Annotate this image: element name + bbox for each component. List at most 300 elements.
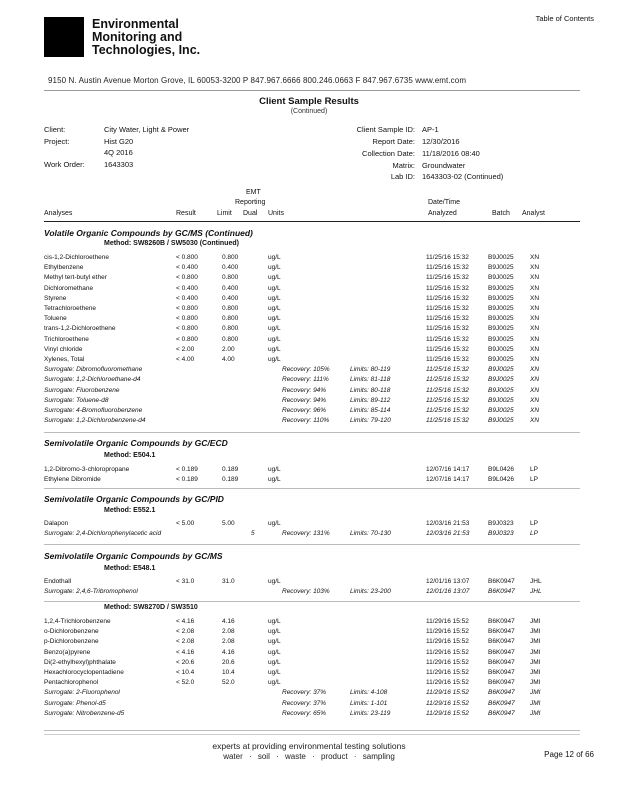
cell-recovery: Recovery: 94% bbox=[282, 396, 327, 404]
surrogate-row bbox=[44, 530, 580, 540]
cell-batch: B9J0025 bbox=[488, 264, 514, 272]
cell-limit: 4.16 bbox=[222, 618, 235, 625]
cell-analyte: Vinyl chloride bbox=[44, 345, 83, 353]
cell-analyst: JMI bbox=[530, 648, 541, 656]
cell-limit: 0.400 bbox=[222, 264, 239, 272]
surrogate-row bbox=[44, 376, 580, 386]
cell-analyte: o-Dichlorobenzene bbox=[44, 628, 99, 636]
cell-analyzed-date: 11/29/16 15:52 bbox=[426, 669, 469, 676]
cell-analyzed-date: 11/25/16 15:32 bbox=[426, 417, 469, 425]
cell-units: ug/L bbox=[268, 669, 281, 676]
cell-analyzed-date: 11/25/16 15:32 bbox=[426, 356, 469, 363]
cell-dual: 5 bbox=[251, 530, 255, 538]
cell-batch: B9L0426 bbox=[488, 476, 515, 484]
col-units: Units bbox=[268, 210, 284, 217]
cell-analyst: LP bbox=[530, 466, 538, 473]
table-row bbox=[44, 285, 580, 295]
col-emt: EMT bbox=[246, 189, 261, 196]
cell-limits: Limits: 79-120 bbox=[350, 417, 391, 425]
cell-analyzed-date: 11/29/16 15:52 bbox=[426, 689, 469, 697]
cell-analyzed-date: 11/25/16 15:32 bbox=[426, 294, 469, 302]
cell-analyst: JMI bbox=[530, 709, 541, 717]
page-number: Page 12 of 66 bbox=[544, 750, 594, 759]
cell-recovery: Recovery: 105% bbox=[282, 366, 330, 374]
workorder-label: Work Order: bbox=[44, 160, 85, 169]
cell-analyst: JHL bbox=[530, 578, 542, 585]
cell-result: < 52.0 bbox=[176, 679, 195, 687]
cell-limit: 0.400 bbox=[222, 294, 239, 302]
cell-batch: B6K0947 bbox=[488, 669, 515, 676]
cell-analyte: Ethylbenzene bbox=[44, 264, 84, 272]
cell-analyzed-date: 11/29/16 15:52 bbox=[426, 658, 469, 666]
cell-analyzed-date: 11/25/16 15:32 bbox=[426, 325, 469, 333]
cell-batch: B9J0025 bbox=[488, 396, 514, 404]
workorder-value: 1643303 bbox=[104, 160, 134, 169]
cell-units: ug/L bbox=[268, 658, 281, 666]
table-row bbox=[44, 254, 580, 264]
cell-analyst: JMI bbox=[530, 699, 541, 707]
cell-analyte: Trichloroethene bbox=[44, 335, 89, 343]
cell-batch: B9J0025 bbox=[488, 417, 514, 425]
cell-limit: 5.00 bbox=[222, 520, 235, 527]
cell-analyte: Styrene bbox=[44, 294, 67, 302]
section-divider bbox=[44, 488, 580, 489]
table-row bbox=[44, 295, 580, 305]
matrix-value: Groundwater bbox=[422, 161, 466, 170]
cell-recovery: Recovery: 131% bbox=[282, 530, 330, 538]
cell-units: ug/L bbox=[268, 315, 281, 323]
cell-batch: B6K0947 bbox=[488, 618, 515, 625]
cell-analyst: XN bbox=[530, 345, 540, 353]
section-divider bbox=[44, 432, 580, 433]
section-title: Semivolatile Organic Compounds by GC/PID bbox=[44, 494, 224, 504]
table-row bbox=[44, 628, 580, 638]
cell-limit: 0.800 bbox=[222, 305, 239, 312]
cell-analyst: XN bbox=[530, 305, 540, 312]
cell-units: ug/L bbox=[268, 294, 281, 302]
cell-recovery: Recovery: 37% bbox=[282, 689, 327, 697]
cell-analyte: Surrogate: 2-Fluorophenol bbox=[44, 689, 120, 697]
cell-result: < 10.4 bbox=[176, 669, 195, 676]
cell-analyst: XN bbox=[530, 284, 540, 292]
cell-recovery: Recovery: 111% bbox=[282, 376, 329, 384]
cell-result: < 5.00 bbox=[176, 520, 195, 527]
cell-analyte: Tetrachloroethene bbox=[44, 305, 97, 312]
cell-limits: Limits: 1-101 bbox=[350, 699, 388, 707]
sample-id-label: Client Sample ID: bbox=[356, 125, 415, 134]
section-divider bbox=[44, 544, 580, 545]
cell-limit: 0.400 bbox=[222, 284, 239, 292]
table-row bbox=[44, 305, 580, 315]
cell-analyte: Hexachlorocyclopentadiene bbox=[44, 669, 124, 676]
cell-analyzed-date: 12/07/16 14:17 bbox=[426, 476, 470, 484]
cell-units: ug/L bbox=[268, 305, 281, 312]
surrogate-row bbox=[44, 387, 580, 397]
cell-analyzed-date: 11/29/16 15:52 bbox=[426, 638, 469, 646]
table-row bbox=[44, 578, 580, 588]
cell-analyzed-date: 11/25/16 15:32 bbox=[426, 274, 469, 282]
cell-result: < 2.08 bbox=[176, 628, 195, 636]
cell-batch: B9J0025 bbox=[488, 386, 514, 394]
cell-analyzed-date: 11/29/16 15:52 bbox=[426, 699, 469, 707]
cell-limits: Limits: 80-119 bbox=[350, 366, 391, 374]
cell-analyzed-date: 11/25/16 15:32 bbox=[426, 345, 469, 353]
cell-result: < 0.800 bbox=[176, 325, 198, 333]
cell-batch: B6K0947 bbox=[488, 689, 515, 697]
cell-analyte: Endothall bbox=[44, 578, 72, 585]
cell-analyst: XN bbox=[530, 366, 540, 374]
cell-batch: B9J0025 bbox=[488, 305, 514, 312]
cell-analyst: LP bbox=[530, 520, 538, 527]
cell-analyte: trans-1,2-Dichloroethene bbox=[44, 325, 116, 333]
cell-analyst: XN bbox=[530, 386, 540, 394]
cell-limit: 0.800 bbox=[222, 335, 239, 343]
cell-analyzed-date: 11/25/16 15:32 bbox=[426, 335, 469, 343]
cell-analyte: Toluene bbox=[44, 315, 67, 323]
cell-batch: B9J0025 bbox=[488, 335, 514, 343]
cell-units: ug/L bbox=[268, 345, 281, 353]
method-label: Method: E504.1 bbox=[104, 452, 156, 459]
header-divider bbox=[44, 90, 580, 91]
cell-result: < 2.00 bbox=[176, 345, 195, 353]
cell-limit: 0.800 bbox=[222, 254, 239, 261]
cell-analyzed-date: 11/25/16 15:32 bbox=[426, 386, 469, 394]
cell-analyte: Surrogate: Fluorobenzene bbox=[44, 386, 120, 394]
cell-analyst: XN bbox=[530, 254, 540, 261]
cell-limit: 0.189 bbox=[222, 466, 239, 473]
cell-batch: B9J0025 bbox=[488, 366, 514, 374]
cell-batch: B9J0025 bbox=[488, 274, 514, 282]
cell-analyst: JMI bbox=[530, 689, 541, 697]
cell-result: < 0.800 bbox=[176, 305, 198, 312]
col-datetime: Date/Time bbox=[428, 199, 461, 206]
table-row bbox=[44, 649, 580, 659]
cell-analyte: Xylenes, Total bbox=[44, 356, 85, 363]
cell-analyst: XN bbox=[530, 356, 540, 363]
cell-units: ug/L bbox=[268, 679, 281, 687]
project-value: Hist G20 bbox=[104, 137, 134, 146]
table-row bbox=[44, 638, 580, 648]
cell-result: < 0.400 bbox=[176, 264, 198, 272]
cell-analyte: Di(2-ethylhexyl)phthalate bbox=[44, 658, 116, 666]
cell-units: ug/L bbox=[268, 618, 281, 625]
cell-analyzed-date: 11/29/16 15:52 bbox=[426, 618, 469, 625]
cell-batch: B6K0947 bbox=[488, 658, 515, 666]
cell-units: ug/L bbox=[268, 628, 281, 636]
report-date-label: Report Date: bbox=[372, 137, 415, 146]
cell-batch: B9J0025 bbox=[488, 294, 514, 302]
table-row bbox=[44, 618, 580, 628]
cell-analyzed-date: 11/29/16 15:52 bbox=[426, 648, 469, 656]
table-header-rule bbox=[44, 221, 580, 222]
matrix-label: Matrix: bbox=[392, 161, 415, 170]
cell-recovery: Recovery: 37% bbox=[282, 699, 327, 707]
cell-recovery: Recovery: 94% bbox=[282, 386, 327, 394]
cell-analyte: Surrogate: Dibromofluoromethane bbox=[44, 366, 143, 374]
cell-units: ug/L bbox=[268, 274, 281, 282]
cell-analyte: Surrogate: Phenol-d5 bbox=[44, 699, 106, 707]
cell-result: < 4.00 bbox=[176, 356, 195, 363]
cell-analyst: XN bbox=[530, 417, 540, 425]
cell-result: < 2.08 bbox=[176, 638, 195, 646]
project-label: Project: bbox=[44, 137, 70, 146]
cell-analyte: Methyl tert-butyl ether bbox=[44, 274, 107, 282]
table-row bbox=[44, 669, 580, 679]
surrogate-row bbox=[44, 700, 580, 710]
table-row bbox=[44, 476, 580, 486]
collection-date-value: 11/18/2016 08:40 bbox=[422, 149, 480, 158]
cell-limit: 2.00 bbox=[222, 345, 235, 353]
cell-units: ug/L bbox=[268, 356, 281, 363]
cell-batch: B9J0025 bbox=[488, 284, 514, 292]
cell-recovery: Recovery: 103% bbox=[282, 588, 330, 596]
cell-limit: 31.0 bbox=[222, 578, 235, 585]
cell-batch: B6K0947 bbox=[488, 648, 515, 656]
table-row bbox=[44, 315, 580, 325]
table-row bbox=[44, 336, 580, 346]
cell-analyte: Dichloromethane bbox=[44, 284, 94, 292]
cell-analyst: XN bbox=[530, 294, 540, 302]
cell-limits: Limits: 81-118 bbox=[350, 376, 391, 384]
cell-result: < 0.800 bbox=[176, 335, 198, 343]
lab-id-label: Lab ID: bbox=[390, 172, 415, 181]
cell-units: ug/L bbox=[268, 335, 281, 343]
cell-units: ug/L bbox=[268, 284, 281, 292]
cell-analyzed-date: 11/25/16 15:32 bbox=[426, 284, 469, 292]
cell-limit: 10.4 bbox=[222, 669, 235, 676]
cell-units: ug/L bbox=[268, 638, 281, 646]
method-label: Method: E548.1 bbox=[104, 565, 156, 572]
cell-analyst: LP bbox=[530, 476, 538, 484]
cell-batch: B9J0323 bbox=[488, 530, 514, 538]
cell-analyzed-date: 11/25/16 15:32 bbox=[426, 407, 469, 414]
col-dual: Dual bbox=[243, 210, 258, 217]
company-address: 9150 N. Austin Avenue Morton Grove, IL 60053-3200 P 847.967.6666 800.246.0663 F 847.967.6735 www.emt.com bbox=[48, 76, 467, 85]
table-row bbox=[44, 466, 580, 476]
cell-analyte: 1,2,4-Trichlorobenzene bbox=[44, 618, 111, 625]
cell-batch: B9J0025 bbox=[488, 356, 514, 363]
cell-analyte: Dalapon bbox=[44, 520, 69, 527]
cell-result: < 0.189 bbox=[176, 466, 198, 473]
cell-analyzed-date: 11/25/16 15:32 bbox=[426, 254, 469, 261]
cell-analyte: 1,2-Dibromo-3-chloropropane bbox=[44, 466, 130, 473]
sample-id-value: AP-1 bbox=[422, 125, 439, 134]
company-name bbox=[92, 18, 200, 57]
company-name-line2: Monitoring and bbox=[92, 30, 183, 44]
cell-analyst: LP bbox=[530, 530, 538, 538]
cell-units: ug/L bbox=[268, 648, 281, 656]
surrogate-row bbox=[44, 397, 580, 407]
cell-batch: B9J0323 bbox=[488, 520, 514, 527]
cell-analyzed-date: 11/25/16 15:32 bbox=[426, 396, 469, 404]
cell-analyzed-date: 12/03/16 21:53 bbox=[426, 520, 470, 527]
cell-analyte: Surrogate: Nitrobenzene-d5 bbox=[44, 709, 125, 717]
cell-limit: 4.16 bbox=[222, 648, 235, 656]
cell-analyzed-date: 12/07/16 14:17 bbox=[426, 466, 470, 473]
cell-analyst: XN bbox=[530, 376, 540, 384]
cell-batch: B6K0947 bbox=[488, 679, 515, 687]
cell-limits: Limits: 89-112 bbox=[350, 396, 391, 404]
cell-analyte: Surrogate: Toluene-d8 bbox=[44, 396, 109, 404]
client-value: City Water, Light & Power bbox=[104, 125, 190, 134]
footer-tagline: experts at providing environmental testing solutions bbox=[212, 741, 406, 751]
cell-analyte: Surrogate: 1,2-Dichloroethane-d4 bbox=[44, 376, 141, 384]
cell-analyst: JMI bbox=[530, 638, 541, 646]
table-row bbox=[44, 264, 580, 274]
cell-analyzed-date: 11/25/16 15:32 bbox=[426, 264, 469, 272]
cell-recovery: Recovery: 110% bbox=[282, 417, 330, 425]
section-divider bbox=[44, 601, 580, 602]
surrogate-row bbox=[44, 407, 580, 417]
report-date-value: 12/30/2016 bbox=[422, 137, 460, 146]
collection-date-label: Collection Date: bbox=[362, 149, 415, 158]
cell-batch: B9L0426 bbox=[488, 466, 515, 473]
cell-analyst: XN bbox=[530, 325, 540, 333]
method-label: Method: E552.1 bbox=[104, 507, 156, 514]
cell-limit: 2.08 bbox=[222, 628, 235, 636]
cell-units: ug/L bbox=[268, 578, 281, 585]
surrogate-row bbox=[44, 689, 580, 699]
cell-batch: B6K0947 bbox=[488, 699, 515, 707]
cell-analyzed-date: 12/01/16 13:07 bbox=[426, 588, 470, 596]
cell-recovery: Recovery: 96% bbox=[282, 407, 327, 414]
table-row bbox=[44, 659, 580, 669]
cell-analyte: Surrogate: 1,2-Dichlorobenzene-d4 bbox=[44, 417, 146, 425]
cell-analyte: cis-1,2-Dichloroethene bbox=[44, 254, 110, 261]
cell-limit: 0.800 bbox=[222, 325, 239, 333]
section-title: Semivolatile Organic Compounds by GC/MS bbox=[44, 551, 223, 561]
cell-limits: Limits: 80-118 bbox=[350, 386, 391, 394]
footer-divider bbox=[44, 734, 580, 735]
table-row bbox=[44, 356, 580, 366]
lab-id-value: 1643303-02 (Continued) bbox=[422, 172, 504, 181]
surrogate-row bbox=[44, 417, 580, 427]
cell-analyzed-date: 11/25/16 15:32 bbox=[426, 376, 469, 384]
col-limit: Limit bbox=[217, 210, 232, 217]
cell-batch: B6K0947 bbox=[488, 578, 515, 585]
company-name-line1: Environmental bbox=[92, 17, 179, 31]
client-label: Client: bbox=[44, 125, 66, 134]
cell-limits: Limits: 70-130 bbox=[350, 530, 391, 538]
cell-result: < 0.800 bbox=[176, 315, 198, 323]
method-label: Method: SW8260B / SW5030 (Continued) bbox=[104, 240, 239, 247]
table-row bbox=[44, 520, 580, 530]
table-of-contents-link[interactable]: Table of Contents bbox=[535, 14, 594, 23]
cell-analyst: XN bbox=[530, 315, 540, 323]
cell-batch: B6K0947 bbox=[488, 628, 515, 636]
cell-result: < 0.800 bbox=[176, 254, 198, 261]
cell-analyte: Benzo(a)pyrene bbox=[44, 648, 91, 656]
cell-result: < 4.16 bbox=[176, 648, 195, 656]
cell-batch: B9J0025 bbox=[488, 325, 514, 333]
cell-analyzed-date: 11/29/16 15:52 bbox=[426, 709, 469, 717]
cell-analyzed-date: 11/29/16 15:52 bbox=[426, 628, 469, 636]
cell-analyzed-date: 11/29/16 15:52 bbox=[426, 679, 469, 687]
cell-result: < 0.400 bbox=[176, 284, 198, 292]
cell-analyte: Surrogate: 4-Bromofluorobenzene bbox=[44, 407, 143, 414]
page-subtitle: (Continued) bbox=[290, 108, 328, 115]
cell-result: < 4.16 bbox=[176, 618, 195, 625]
surrogate-row bbox=[44, 710, 580, 720]
cell-batch: B6K0947 bbox=[488, 588, 515, 596]
cell-limits: Limits: 4-108 bbox=[350, 689, 388, 697]
cell-result: < 0.400 bbox=[176, 294, 198, 302]
cell-batch: B9J0025 bbox=[488, 315, 514, 323]
cell-result: < 0.800 bbox=[176, 274, 198, 282]
cell-batch: B6K0947 bbox=[488, 709, 515, 717]
cell-analyzed-date: 12/01/16 13:07 bbox=[426, 578, 470, 585]
cell-limit: 0.189 bbox=[222, 476, 239, 484]
cell-result: < 20.6 bbox=[176, 658, 195, 666]
cell-analyst: JMI bbox=[530, 628, 541, 636]
section-divider bbox=[44, 730, 580, 731]
cell-result: < 0.189 bbox=[176, 476, 198, 484]
cell-units: ug/L bbox=[268, 254, 281, 261]
cell-analyte: Surrogate: 2,4-Dichlorophenylacetic acid bbox=[44, 530, 162, 538]
col-batch: Batch bbox=[492, 210, 510, 217]
cell-units: ug/L bbox=[268, 466, 281, 473]
cell-limits: Limits: 85-114 bbox=[350, 407, 391, 414]
cell-analyzed-date: 11/25/16 15:32 bbox=[426, 366, 469, 374]
cell-batch: B9J0025 bbox=[488, 407, 514, 414]
cell-analyzed-date: 12/03/16 21:53 bbox=[426, 530, 470, 538]
cell-limit: 0.800 bbox=[222, 274, 239, 282]
col-reporting: Reporting bbox=[235, 199, 266, 206]
cell-limit: 0.800 bbox=[222, 315, 239, 323]
cell-limit: 52.0 bbox=[222, 679, 235, 687]
col-analyses: Analyses bbox=[44, 210, 73, 217]
section-title: Semivolatile Organic Compounds by GC/ECD bbox=[44, 438, 228, 448]
cell-batch: B9J0025 bbox=[488, 376, 514, 384]
surrogate-row bbox=[44, 366, 580, 376]
cell-analyzed-date: 11/25/16 15:32 bbox=[426, 305, 469, 312]
cell-analyst: JHL bbox=[530, 588, 542, 596]
cell-units: ug/L bbox=[268, 264, 281, 272]
cell-analyst: XN bbox=[530, 396, 540, 404]
col-analyst: Analyst bbox=[522, 210, 545, 217]
cell-limit: 2.08 bbox=[222, 638, 235, 646]
project-value-2: 4Q 2016 bbox=[104, 148, 133, 157]
surrogate-row bbox=[44, 588, 580, 598]
cell-analyst: XN bbox=[530, 264, 540, 272]
cell-analyst: JMI bbox=[530, 618, 541, 625]
table-row bbox=[44, 325, 580, 335]
col-result: Result bbox=[176, 210, 196, 217]
page-title: Client Sample Results bbox=[259, 96, 359, 107]
cell-analyte: p-Dichlorobenzene bbox=[44, 638, 99, 646]
cell-analyst: JMI bbox=[530, 658, 541, 666]
cell-analyst: JMI bbox=[530, 679, 541, 687]
cell-analyst: XN bbox=[530, 335, 540, 343]
cell-batch: B9J0025 bbox=[488, 254, 514, 261]
cell-units: ug/L bbox=[268, 476, 281, 484]
cell-batch: B9J0025 bbox=[488, 345, 514, 353]
cell-analyst: XN bbox=[530, 274, 540, 282]
cell-limits: Limits: 23-119 bbox=[350, 709, 391, 717]
cell-limits: Limits: 23-200 bbox=[350, 588, 391, 596]
cell-analyst: XN bbox=[530, 407, 540, 414]
cell-result: < 31.0 bbox=[176, 578, 195, 585]
company-name-line3: Technologies, Inc. bbox=[92, 43, 201, 57]
method-label: Method: SW8270D / SW3510 bbox=[104, 604, 198, 611]
cell-limit: 20.6 bbox=[222, 658, 235, 666]
cell-analyte: Ethylene Dibromide bbox=[44, 476, 101, 484]
company-logo bbox=[44, 17, 84, 57]
table-row bbox=[44, 346, 580, 356]
cell-analyst: JMI bbox=[530, 669, 541, 676]
table-row bbox=[44, 274, 580, 284]
cell-analyte: Surrogate: 2,4,6-Tribromophenol bbox=[44, 588, 138, 596]
